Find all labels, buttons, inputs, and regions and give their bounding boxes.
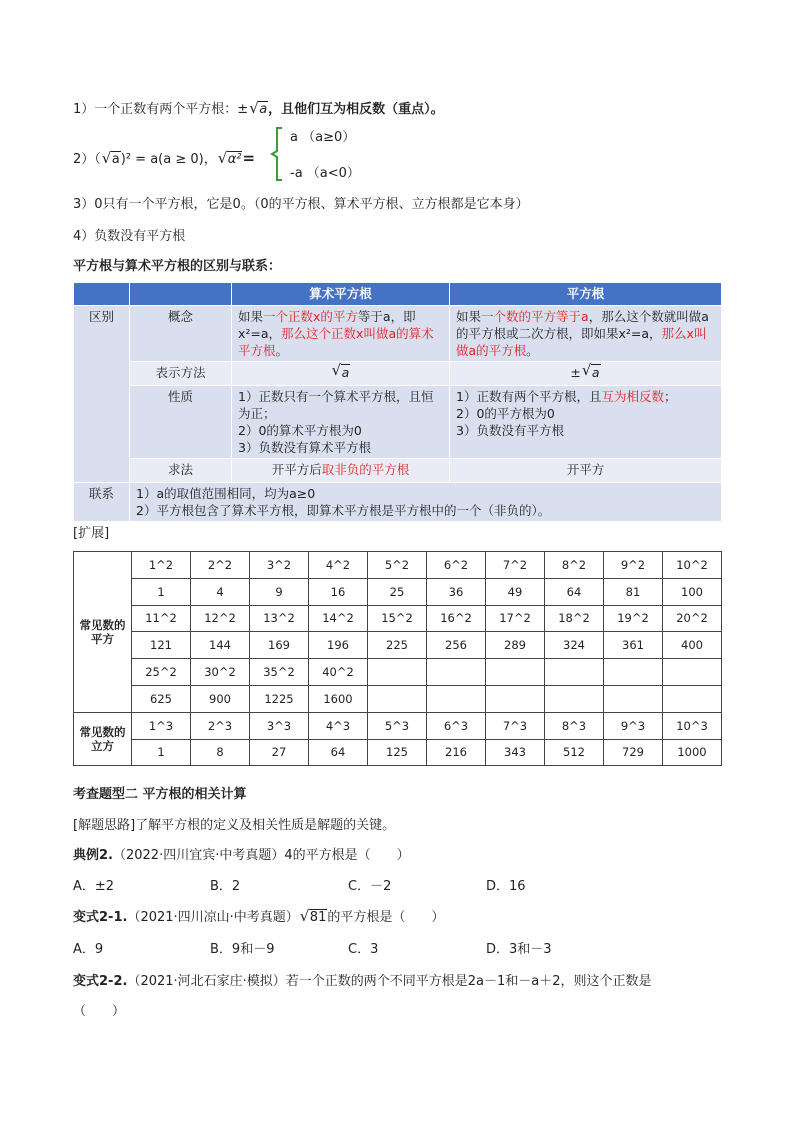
table-header-row xyxy=(74,283,722,306)
table-cell: 512 xyxy=(545,739,604,766)
table-cell: 7^3 xyxy=(486,712,545,739)
table-cell: 1000 xyxy=(663,739,722,766)
squares-cubes-table xyxy=(73,551,722,766)
table-row xyxy=(74,552,722,579)
table-cell: 12^2 xyxy=(191,605,250,632)
table-cell xyxy=(427,659,486,686)
ex2-option-a: A．±2 xyxy=(73,879,115,894)
table-cell: 225 xyxy=(368,632,427,659)
v21-option-c: C．3 xyxy=(348,942,379,957)
table-cell: 64 xyxy=(309,739,368,766)
sqrt-symbol: √ a xyxy=(101,149,120,167)
table-row xyxy=(74,605,722,632)
table-cell xyxy=(545,659,604,686)
table-cell: 9^3 xyxy=(604,712,663,739)
table-cell: 1^3 xyxy=(132,712,191,739)
type2-title: 考查题型二 平方根的相关计算 xyxy=(73,787,247,802)
link-content: 1）a的取值范围相同，均为a≥0 2）平方根包含了算术平方根，即算术平方根是平方根中的一个（非负的）。 xyxy=(130,483,722,522)
table-cell: 4^3 xyxy=(309,712,368,739)
table-cell: 5^3 xyxy=(368,712,427,739)
diff-label: 区别 xyxy=(74,306,130,483)
table-cell xyxy=(368,685,427,712)
table-row xyxy=(74,386,722,459)
table-cell xyxy=(486,659,545,686)
table-cell: 64 xyxy=(545,578,604,605)
table-cell: 6^2 xyxy=(427,552,486,579)
table-cell xyxy=(427,685,486,712)
table-row xyxy=(74,362,722,386)
table-cell: 169 xyxy=(250,632,309,659)
table-cell: 16^2 xyxy=(427,605,486,632)
table-cell: 196 xyxy=(309,632,368,659)
table-cell: 16 xyxy=(309,578,368,605)
table-cell: 10^2 xyxy=(663,552,722,579)
ex2-option-c: C．－2 xyxy=(348,879,392,894)
item-3: 3）0只有一个平方根，它是0。（0的平方根、算术平方根、立方根都是它本身） xyxy=(73,197,529,212)
table-cell: 19^2 xyxy=(604,605,663,632)
table-row xyxy=(74,739,722,766)
method-label: 求法 xyxy=(130,459,232,483)
table-cell: 729 xyxy=(604,739,663,766)
table-cell: 40^2 xyxy=(309,659,368,686)
table-cell: 900 xyxy=(191,685,250,712)
notation-square: ± √ a xyxy=(450,362,722,386)
table-row xyxy=(74,459,722,483)
sqrt-symbol: √ a xyxy=(249,99,268,117)
case-negative: -a （a<0） xyxy=(290,166,360,181)
table-cell: 9^2 xyxy=(604,552,663,579)
table-cell xyxy=(663,659,722,686)
table-cell: 15^2 xyxy=(368,605,427,632)
table-cell xyxy=(663,685,722,712)
table-row xyxy=(74,712,722,739)
table-cell: 35^2 xyxy=(250,659,309,686)
table-cell: 11^2 xyxy=(132,605,191,632)
table-cell: 18^2 xyxy=(545,605,604,632)
table-cell: 17^2 xyxy=(486,605,545,632)
table-cell: 25^2 xyxy=(132,659,191,686)
table-cell: 6^3 xyxy=(427,712,486,739)
table-cell: 30^2 xyxy=(191,659,250,686)
table-cell: 36 xyxy=(427,578,486,605)
table-cell: 25 xyxy=(368,578,427,605)
cases-brace xyxy=(269,126,285,182)
table-cell: 8 xyxy=(191,739,250,766)
item-1: 1）一个正数有两个平方根：± √ a，且他们互为相反数（重点）。 xyxy=(73,99,444,117)
item-2: 2）（ √ a)² = a(a ≥ 0)， √ α²= xyxy=(73,149,256,167)
table-row xyxy=(74,306,722,362)
table-row xyxy=(74,632,722,659)
comparison-table xyxy=(73,282,722,522)
table-cell: 8^2 xyxy=(545,552,604,579)
property-label: 性质 xyxy=(130,386,232,459)
table-cell: 121 xyxy=(132,632,191,659)
table-cell: 1600 xyxy=(309,685,368,712)
item-4: 4）负数没有平方根 xyxy=(73,229,186,244)
table-cell: 3^3 xyxy=(250,712,309,739)
concept-arith: 如果一个正数x的平方等于a，即x²=a，那么这个正数x叫做a的算术平方根。 xyxy=(232,306,450,362)
cubes-row-head: 常见数的 立方 xyxy=(74,712,132,766)
table-cell: 8^3 xyxy=(545,712,604,739)
table-cell: 144 xyxy=(191,632,250,659)
table-cell: 100 xyxy=(663,578,722,605)
table-cell xyxy=(368,659,427,686)
table-cell: 81 xyxy=(604,578,663,605)
header-square-root: 平方根 xyxy=(450,283,722,306)
table-cell: 625 xyxy=(132,685,191,712)
ex2-option-d: D．16 xyxy=(486,879,526,894)
variant-2-2: 变式2-2.（2021·河北石家庄·模拟）若一个正数的两个不同平方根是2a－1和－a＋2，则这个正数是 xyxy=(73,974,652,989)
table-cell: 10^3 xyxy=(663,712,722,739)
table-row xyxy=(74,659,722,686)
squares-row-head: 常见数的 平方 xyxy=(74,552,132,713)
case-positive: a （a≥0） xyxy=(290,130,356,145)
table-cell xyxy=(604,685,663,712)
table-cell: 13^2 xyxy=(250,605,309,632)
table-cell: 5^2 xyxy=(368,552,427,579)
table-cell: 1 xyxy=(132,739,191,766)
table-cell: 400 xyxy=(663,632,722,659)
table-cell: 3^2 xyxy=(250,552,309,579)
method-square: 开平方 xyxy=(450,459,722,483)
table-cell: 1 xyxy=(132,578,191,605)
table-cell: 4 xyxy=(191,578,250,605)
table-cell xyxy=(545,685,604,712)
header-arith-root: 算术平方根 xyxy=(232,283,450,306)
v22-paren: （ ） xyxy=(73,1004,126,1019)
table-cell: 2^2 xyxy=(191,552,250,579)
variant-2-1: 变式2-1.（2021·四川凉山·中考真题） √ 81的平方根是（ ） xyxy=(73,907,445,925)
table-cell: 20^2 xyxy=(663,605,722,632)
method-arith: 开平方后取非负的平方根 xyxy=(232,459,450,483)
table-row xyxy=(74,483,722,522)
concept-square: 如果一个数的平方等于a，那么这个数就叫做a的平方根或二次方根，即如果x²=a，那么x叫做a的平方根。 xyxy=(450,306,722,362)
v21-option-d: D．3和－3 xyxy=(486,942,552,957)
table-cell xyxy=(486,685,545,712)
notation-label: 表示方法 xyxy=(130,362,232,386)
table-cell: 216 xyxy=(427,739,486,766)
v21-option-a: A．9 xyxy=(73,942,104,957)
table-cell: 27 xyxy=(250,739,309,766)
notation-arith: √ a xyxy=(232,362,450,386)
table-cell: 9 xyxy=(250,578,309,605)
table-cell: 324 xyxy=(545,632,604,659)
table-cell xyxy=(604,659,663,686)
solution-hint: [解题思路]了解平方根的定义及相关性质是解题的关键。 xyxy=(73,818,396,833)
table-cell: 49 xyxy=(486,578,545,605)
table-cell: 2^3 xyxy=(191,712,250,739)
table-cell: 343 xyxy=(486,739,545,766)
table-cell: 1225 xyxy=(250,685,309,712)
table-cell: 7^2 xyxy=(486,552,545,579)
sqrt-symbol: √ α² xyxy=(217,149,242,167)
section-heading: 平方根与算术平方根的区别与联系： xyxy=(73,259,282,274)
concept-label: 概念 xyxy=(130,306,232,362)
property-arith: 1）正数只有一个算术平方根，且恒为正； 2）0的算术平方根为0 3）负数没有算术平方根 xyxy=(232,386,450,459)
table-cell: 1^2 xyxy=(132,552,191,579)
table-row xyxy=(74,578,722,605)
table-cell: 256 xyxy=(427,632,486,659)
expand-label: [扩展] xyxy=(73,526,110,541)
table-cell: 125 xyxy=(368,739,427,766)
table-cell: 14^2 xyxy=(309,605,368,632)
table-row xyxy=(74,685,722,712)
v21-option-b: B．9和－9 xyxy=(210,942,275,957)
table-cell: 4^2 xyxy=(309,552,368,579)
table-cell: 289 xyxy=(486,632,545,659)
property-square: 1）正数有两个平方根，且互为相反数； 2）0的平方根为0 3）负数没有平方根 xyxy=(450,386,722,459)
table-cell: 361 xyxy=(604,632,663,659)
ex2-option-b: B．2 xyxy=(210,879,241,894)
link-label: 联系 xyxy=(74,483,130,522)
example-2: 典例2.（2022·四川宜宾·中考真题）4的平方根是（ ） xyxy=(73,848,410,863)
